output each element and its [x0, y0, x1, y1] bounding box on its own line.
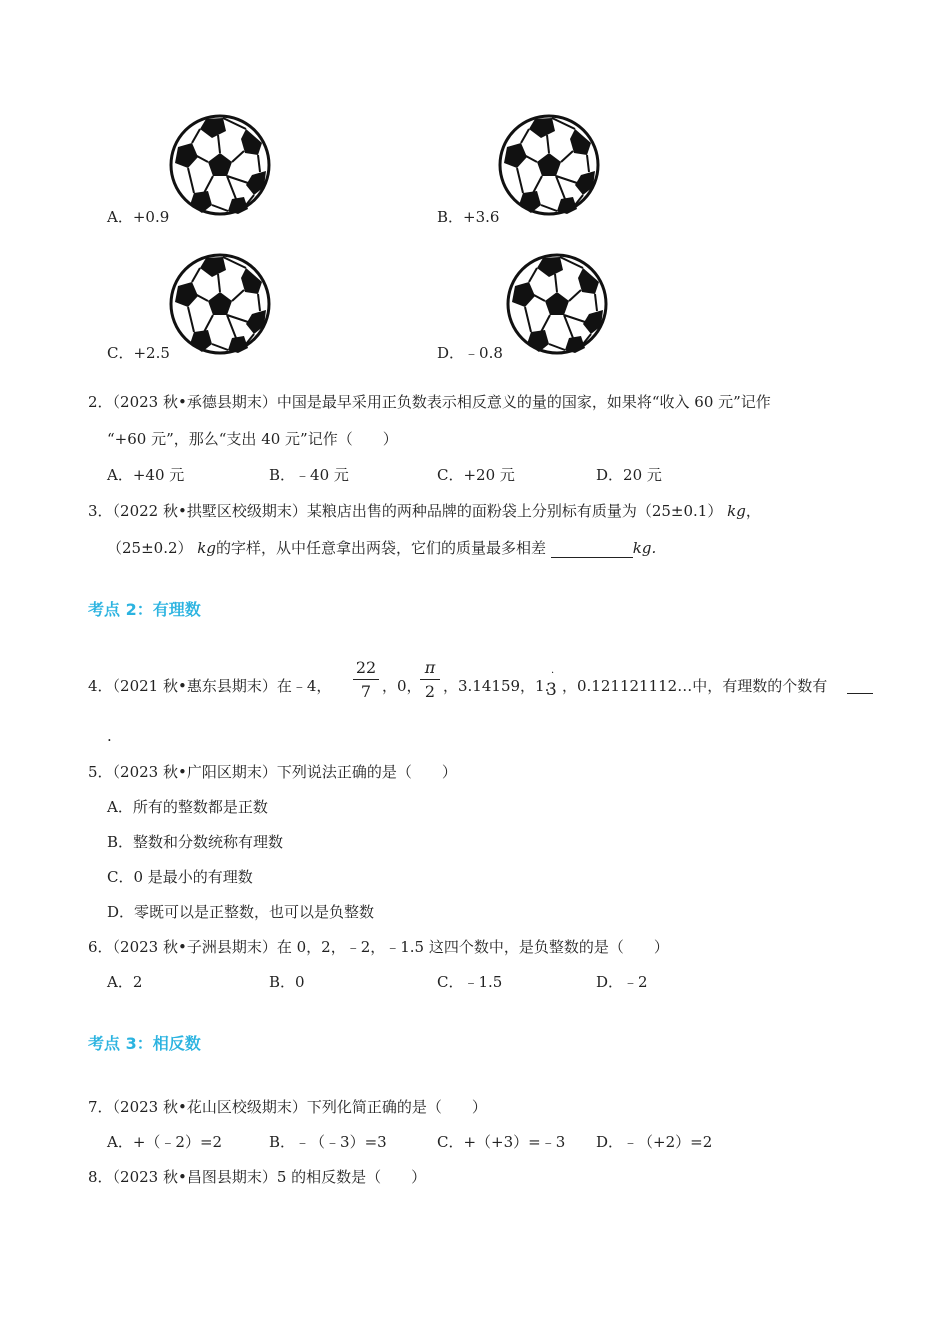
q1-option-b[interactable]: B．+3.6 — [437, 208, 500, 226]
q4-mid1: ，0， — [382, 677, 422, 695]
q4-end-dot: . — [107, 727, 112, 745]
q1-option-a[interactable]: A．+0.9 — [107, 208, 170, 226]
q2-option-d[interactable]: D．20 元 — [596, 466, 662, 484]
q6-stem: 6．（2023 秋•子洲县期末）在 0，2，﹣2，﹣1.5 这四个数中，是负整数的是（ ） — [88, 938, 669, 956]
q4-mid2: ，3.14159，1. — [443, 677, 550, 695]
q8-stem: 8．（2023 秋•昌图县期末）5 的相反数是（ ） — [88, 1168, 427, 1186]
q2-stem-line1: 2．（2023 秋•承德县期末）中国是最早采用正负数表示相反意义的量的国家，如果将“收入 60 元”记作 — [88, 393, 771, 411]
section-title-2: 考点 2：有理数 — [88, 600, 201, 619]
answer-blank[interactable] — [551, 539, 633, 558]
q7-option-a[interactable]: A．+（﹣2）=2 — [107, 1133, 223, 1151]
q7-option-d[interactable]: D．﹣（+2）=2 — [596, 1133, 713, 1151]
q6-option-d[interactable]: D．﹣2 — [596, 973, 648, 991]
q2-stem-line2: “+60 元”，那么“支出 40 元”记作（ ） — [107, 430, 398, 448]
fraction-pi-over-2: π 2 — [420, 658, 440, 701]
q2-option-c[interactable]: C．+20 元 — [437, 466, 515, 484]
q7-option-b[interactable]: B．﹣（﹣3）=3 — [269, 1133, 387, 1151]
q2-option-a[interactable]: A．+40 元 — [107, 466, 185, 484]
soccer-ball-image-c — [168, 252, 272, 356]
answer-blank[interactable] — [847, 675, 873, 694]
q3-stem-line1: 3．（2022 秋•拱墅区校级期末）某粮店出售的两种品牌的面粉袋上分别标有质量为（25±0.1） kg， — [88, 502, 761, 520]
soccer-ball-image-d — [505, 252, 609, 356]
q5-option-a[interactable]: A．所有的整数都是正数 — [107, 798, 268, 816]
q5-stem: 5．（2023 秋•广阳区期末）下列说法正确的是（ ） — [88, 763, 457, 781]
q5-option-c[interactable]: C．0 是最小的有理数 — [107, 868, 253, 886]
section-title-3: 考点 3：相反数 — [88, 1034, 201, 1053]
q1-option-c[interactable]: C．+2.5 — [107, 344, 170, 362]
q3-stem-line2: （25±0.2） kg的字样，从中任意拿出两袋，它们的质量最多相差 kg. — [107, 539, 657, 557]
soccer-ball-image-b — [497, 113, 601, 217]
fraction-22-over-7: 22 7 — [353, 658, 379, 701]
q5-option-d[interactable]: D．零既可以是正整数，也可以是负整数 — [107, 903, 375, 921]
q4-prefix: 4．（2021 秋•惠东县期末）在﹣4， — [88, 677, 332, 695]
q4-suffix: ，0.121121112…中，有理数的个数有 — [562, 677, 828, 695]
q1-option-d[interactable]: D．﹣0.8 — [437, 344, 503, 362]
repeating-digit: · 3 — [546, 668, 557, 700]
q2-option-b[interactable]: B．﹣40 元 — [269, 466, 349, 484]
q6-option-a[interactable]: A．2 — [107, 973, 143, 991]
soccer-ball-image-a — [168, 113, 272, 217]
q7-option-c[interactable]: C．+（+3）=﹣3 — [437, 1133, 566, 1151]
q6-option-b[interactable]: B．0 — [269, 973, 305, 991]
q6-option-c[interactable]: C．﹣1.5 — [437, 973, 503, 991]
q7-stem: 7．（2023 秋•花山区校级期末）下列化简正确的是（ ） — [88, 1098, 487, 1116]
q5-option-b[interactable]: B．整数和分数统称有理数 — [107, 833, 284, 851]
